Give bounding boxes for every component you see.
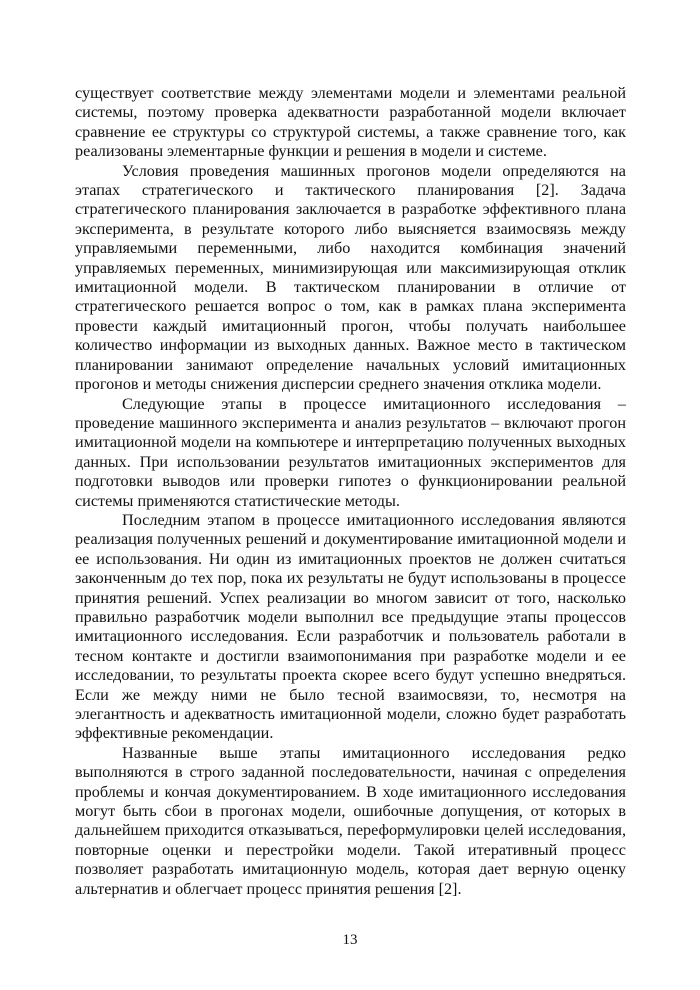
paragraph-1: существует соответствие между элементами модели и элементами реальной системы, поэтому проверка адекватности разработанной модели включает сравнение ее структуры со структурой системы, а также сравнение того, как реализованы элементарные функции и решения в модели и системе. [75, 84, 626, 161]
paragraph-2: Условия проведения машинных прогонов модели определяются на этапах стратегического и тактического планирования [2]. Задача стратегического планирования заключается в разработке эффективного плана эксперимента, в результате которого либо выясняется взаимосвязь между управляемыми переменными, либо находится комбинация значений управляемых переменных, минимизирующая или максимизирующая отклик имитационной модели. В тактическом планировании в отличие от стратегического решается вопрос о том, как в рамках плана эксперимента провести каждый имитационный прогон, чтобы получать наибольшее количество информации из выходных данных. Важное место в тактическом планировании занимают определение начальных условий имитационных прогонов и методы снижения дисперсии среднего значения отклика модели. [75, 161, 626, 394]
paragraph-5: Названные выше этапы имитационного исследования редко выполняются в строго заданной последовательности, начиная с определения проблемы и кончая документированием. В ходе имитационного исследования могут быть сбои в прогонах модели, ошибочные допущения, от которых в дальнейшем приходится отказываться, переформулировки целей исследования, повторные оценки и перестройки модели. Такой итеративный процесс позволяет разработать имитационную модель, которая дает верную оценку альтернатив и облегчает процесс принятия решения [2]. [75, 743, 626, 898]
page-body [75, 84, 626, 899]
paragraph-4: Последним этапом в процессе имитационного исследования являются реализация полученных решений и документирование имитационной модели и ее использования. Ни один из имитационных проектов не должен считаться законченным до тех пор, пока их результаты не будут использованы в процессе принятия решений. Успех реализации во многом зависит от того, насколько правильно разработчик модели выполнил все предыдущие этапы процессов имитационного исследования. Если разработчик и пользователь работали в тесном контакте и достигли взаимопонимания при разработке модели и ее исследовании, то результаты проекта скорее всего будут успешно внедряться. Если же между ними не было тесной взаимосвязи, то, несмотря на элегантность и адекватность имитационной модели, сложно будет разработать эффективные рекомендации. [75, 510, 626, 743]
paragraph-3: Следующие этапы в процессе имитационного исследования – проведение машинного эксперимента и анализ результатов – включают прогон имитационной модели на компьютере и интерпретацию полученных выходных данных. При использовании результатов имитационных экспериментов для подготовки выводов или проверки гипотез о функционировании реальной системы применяются статистические методы. [75, 394, 626, 510]
page-number: 13 [342, 932, 358, 948]
